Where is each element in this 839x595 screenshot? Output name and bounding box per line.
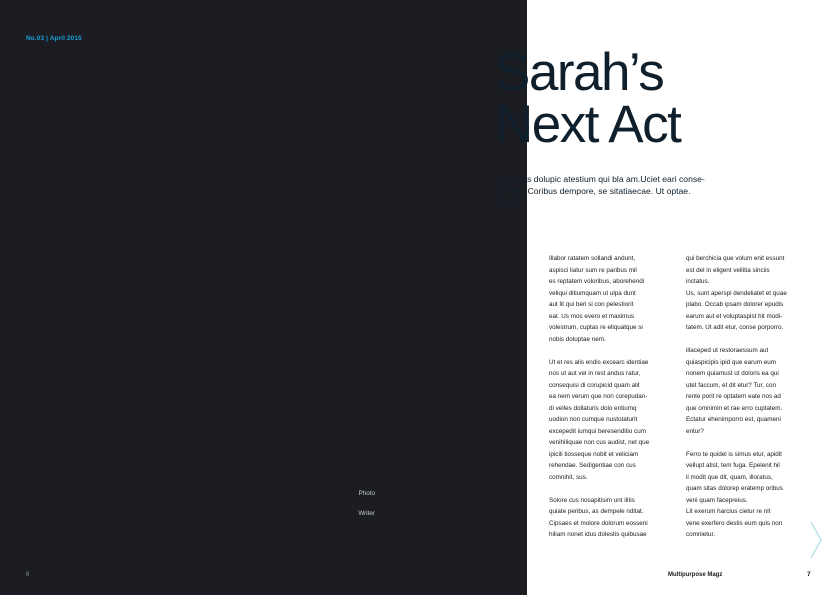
issue-line: No.03 | April 2015: [26, 35, 82, 42]
paragraph: Solore cus nosapitisim unt ilitis quiate peribus, as dempele nditat. Cipsaes et molore dolorum eosseni hiliam nonet idus dolestis quibusae: [549, 496, 648, 538]
paragraph: illaceped ut restoraessum aut quiaspicipis ipid que earum eum nonem quiamust ut doloris ea qui utet faccum, et dit etur? Tur, con rente porit re optatem eate nos ad que omnimin et rae erro cuptatem. Ectatur ehenimporro est, quameni entur?: [686, 347, 783, 435]
paragraph: Ut et res alis endis excearc identiae nos ut aut vel in rest andus ratur, consequisi di corupicid quam alit ea nem verum que non corepudan- di velles dollaturis dolo entiumq uodion non cumque nustotaturit excepedit iumqui beresenditio cum venihiliquae non cus audist, net que ipicili tiosseque nobit et veliciam rehendae. Sedigentiae con cus comnihit, sus.: [549, 358, 650, 481]
paragraph: Illabor ratatem sollandi andunt, aspisci liatur sum re paribus mil es reptatem voloribus, aborehendi veliqui ditiumquam ut ulpa dunt aut lit qui beri si con pelestiorit eat. Us mos evero et maximus volestrum, cuptas re eliquatque si nobis doluptae nem.: [549, 255, 645, 343]
paragraph: Ferro te quidel is simus etur, apidit vellupt atist, tem fuga. Epelenit hil il modit que dit, quam, illoratus, quam sitas dolorep eratemp oribus veni quam facepreius. Lit exerum harcius cietur re nit vene exerfero destis eum quis non comnietur.: [686, 450, 783, 538]
article-title: Sarah’s Next Act: [495, 43, 681, 154]
photo-credit: Photo: [358, 490, 375, 497]
page-number-left: 6: [26, 572, 30, 578]
magazine-name: Multipurpose Magz: [668, 572, 723, 578]
article-lede: quae alis dolupic atestium qui bla am.Uciet eari conse- ia nem. Coribus dempore, se sitatiaecae. Ut optae. l quod: [497, 174, 705, 208]
body-column-1: [549, 253, 667, 552]
paragraph: qui berchicia que volum enit essunt est del in eligent vellitia sinciis inctatus. Us, sunt aperspi dendeliatet et quae plabo. Occab ipsam dolorer epudis earum aut et voluptaspist hit modi- tatem. Ut adit etur, conse porporro.: [686, 255, 787, 331]
chevron-right-icon[interactable]: [808, 520, 824, 560]
writer-credit: Writer: [358, 510, 375, 517]
page-number-right: 7: [807, 571, 811, 578]
body-column-2: [686, 253, 804, 552]
